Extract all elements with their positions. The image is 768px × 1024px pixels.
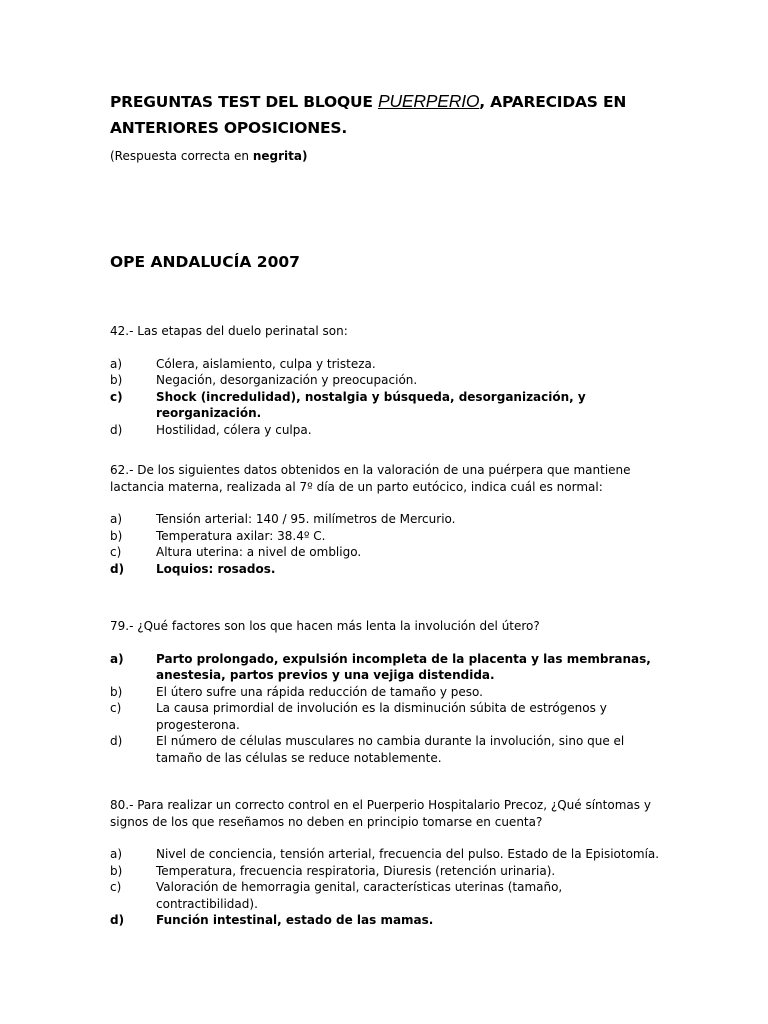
question-text: 79.- ¿Qué factores son los que hacen más lenta la involución del útero?: [110, 619, 540, 633]
option-letter: d): [110, 422, 123, 437]
question-text: 62.- De los siguientes datos obtenidos en la valoración de una puérpera que mantiene lactancia materna, realizada al 7º día de un parto eutócico, indica cuál es normal:: [110, 463, 631, 494]
option-text: El útero sufre una rápida reducción de tamaño y peso.: [156, 684, 483, 699]
correct-answer-option: [110, 651, 660, 684]
answer-option: [110, 511, 660, 528]
answer-option: [110, 733, 660, 766]
answer-option: [110, 356, 660, 373]
question-block: [110, 323, 660, 438]
answer-option: [110, 528, 660, 545]
document-title: [110, 88, 670, 141]
note-text: (Respuesta correcta en: [110, 149, 253, 163]
question-block: [110, 797, 660, 929]
note-bold-text: negrita): [252, 149, 308, 163]
option-text: Cólera, aislamiento, culpa y tristeza.: [156, 356, 376, 371]
option-text: Nivel de conciencia, tensión arterial, frecuencia del pulso. Estado de la Episiotomía.: [156, 847, 660, 861]
option-letter: b): [110, 863, 123, 878]
option-text: Loquios: rosados.: [156, 561, 276, 576]
option-text: Temperatura, frecuencia respiratoria, Diuresis (retención urinaria).: [156, 863, 556, 878]
question-block: [110, 618, 660, 766]
option-letter: b): [110, 528, 123, 543]
option-letter: a): [110, 651, 124, 666]
option-text: Hostilidad, cólera y culpa.: [156, 422, 312, 437]
option-letter: d): [110, 734, 123, 748]
title-prefix: PREGUNTAS TEST DEL BLOQUE: [110, 93, 378, 111]
option-letter: d): [110, 913, 125, 927]
option-letter: c): [110, 545, 122, 559]
section-heading: OPE ANDALUCÍA 2007: [110, 253, 300, 271]
option-text: Valoración de hemorragia genital, características uterinas (tamaño, contractibilidad).: [156, 880, 563, 911]
option-letter: d): [110, 561, 125, 576]
answer-option: [110, 422, 660, 439]
option-text: Parto prolongado, expulsión incompleta de la placenta y las membranas, anestesia, partos previos y una vejiga distendida.: [156, 651, 651, 682]
option-text: Shock (incredulidad), nostalgia y búsqueda, desorganización, y reorganización.: [156, 389, 586, 420]
option-text: El número de células musculares no cambia durante la involución, sino que el tamaño de las células se reduce notablemente.: [156, 734, 625, 765]
option-letter: b): [110, 373, 123, 387]
answer-option: [110, 879, 660, 912]
option-letter: c): [110, 880, 122, 894]
option-letter: a): [110, 512, 123, 526]
option-text: Función intestinal, estado de las mamas.: [156, 913, 434, 927]
option-letter: a): [110, 847, 123, 861]
question-text: 42.- Las etapas del duelo perinatal son:: [110, 324, 348, 338]
option-text: Tensión arterial: 140 / 95. milímetros de Mercurio.: [156, 512, 456, 526]
option-letter: b): [110, 684, 123, 699]
answer-option: [110, 544, 660, 561]
correct-answer-option: [110, 389, 660, 422]
answer-option: [110, 700, 660, 733]
option-letter: a): [110, 356, 123, 371]
question-block: [110, 462, 660, 577]
answer-option: [110, 846, 660, 863]
option-letter: c): [110, 701, 122, 715]
correct-answer-option: [110, 912, 660, 929]
answer-option: [110, 372, 660, 389]
answer-option: [110, 863, 660, 880]
question-text: 80.- Para realizar un correcto control en el Puerperio Hospitalario Precoz, ¿Qué síntomas y signos de los que reseñamos no deben en principio tomarse en cuenta?: [110, 798, 651, 829]
option-text: Negación, desorganización y preocupación.: [156, 373, 418, 387]
option-text: La causa primordial de involución es la disminución súbita de estrógenos y progesterona.: [156, 701, 607, 732]
option-text: Altura uterina: a nivel de ombligo.: [156, 545, 362, 559]
option-text: Temperatura axilar: 38.4º C.: [156, 528, 326, 543]
correct-answer-option: [110, 561, 660, 578]
answer-option: [110, 684, 660, 701]
title-keyword: PUERPERIO: [377, 91, 480, 111]
option-letter: c): [110, 389, 123, 404]
answer-note: [110, 149, 307, 163]
title-suffix: , APARECIDAS EN ANTERIORES OPOSICIONES.: [110, 93, 627, 137]
